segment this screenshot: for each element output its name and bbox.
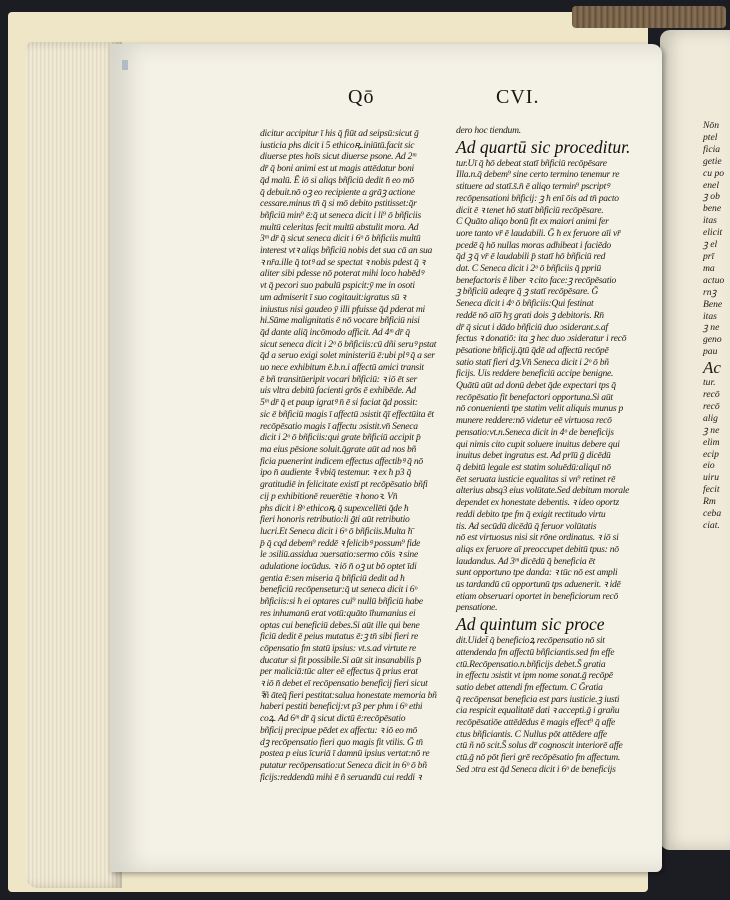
text-line: q̄d malū. Ē iō si aliqs bñficiū dedit n͂ eo mō xyxy=(260,174,414,186)
text-line: sic ē bñficiū magis ī affectū ɔsistit q̄ī effectūita ēt xyxy=(260,408,434,420)
article-heading-quintum: Ad quintum sic proce xyxy=(456,614,605,635)
text-line: iniustus nisi gaudeo ȳ illi pfuisse q̄d pderat mi xyxy=(260,303,425,315)
facing-text-line: Nōn xyxy=(703,120,719,131)
facing-text-line: ceba xyxy=(703,508,722,520)
text-line: in effectu ɔsistit vt ipm nome sonat.ḡ recōpē xyxy=(456,670,613,682)
article-body-quartum xyxy=(456,158,652,614)
facing-text-line: Bene xyxy=(703,298,723,310)
text-line: ꝛ nr̄a.ille q̄ totꝰ ad se spectat ꝛ nobis pdest q̄ ꝛ xyxy=(260,256,425,268)
facing-text-line: bene xyxy=(703,203,722,215)
text-line: dr̄ q̄ sicut i dādo bñficiū duo ɔsiderant.s.af xyxy=(456,321,608,333)
text-line: inuitus debet ingratus est. Ad prīū ḡ dicēdū xyxy=(456,450,611,462)
text-line: multū celeritas fecit multū abstulit mora. Ad xyxy=(260,221,419,233)
text-line: nō conuenienti tpe statim velit aliquis munus p xyxy=(456,403,624,415)
text-line: lucri.Et Seneca dicit i 6ᵒ ō bñficiis.Multa ħ̄ xyxy=(260,525,413,537)
text-line: beneficiū recōpensetur:q̄ ut seneca dicit i 6ᵒ xyxy=(260,584,417,596)
text-line: C Quāto aliqo bonū fit ex maiori animi fer xyxy=(456,216,609,228)
text-line: putatur recōpensatio:ut Seneca dicit in 6ᵒ ō bñ xyxy=(260,759,427,771)
facing-text-line: tur. xyxy=(703,377,716,389)
text-line: satio statī fieri dꝫ.Vn̄ Seneca dicit i 2ᵒ ō bñ xyxy=(456,356,609,368)
text-line: satio debet attendi fm effectum. C Ḡratia xyxy=(456,681,603,693)
text-line: per maliciā:tūc alter eē effectus q̄ prius erat xyxy=(260,666,418,678)
text-line: ctū.Recōpensatio.n.bñficijs debet.S̄ gratia xyxy=(456,658,606,670)
text-line: q̄d a seruo exigi solet ministeriū ē:ubi plꝰ q̄ a ser xyxy=(260,350,435,362)
text-line: dit.Uidet̄ q̄ beneficioꝝ recōpensatio nō sit xyxy=(456,635,605,647)
text-line: qui nimis cito cupit soluere inuitus debere qui xyxy=(456,438,620,450)
facing-lines-bottom xyxy=(703,377,726,532)
text-line: haberi pestiti beneficij:vt p3 per phm i 6ᵒ ethi xyxy=(260,701,423,713)
facing-text-line: cu po xyxy=(703,167,725,179)
text-line: etiam obseruari oportet in beneficiorum recō xyxy=(456,590,619,602)
binding-edge xyxy=(572,6,726,28)
text-line: Illa.n.q̄ debem⁹ sine certo termino tenemur re xyxy=(456,169,620,181)
text-line: sunt opportuno tpe danda: ꝛ tūc nō est ampli xyxy=(456,567,618,579)
text-line: benefactoris ē liber ꝛ cito face:ꝫ recōpēsatio xyxy=(456,274,617,286)
page-block-edges xyxy=(26,42,122,888)
facing-text-line: fecit xyxy=(703,484,720,496)
text-line: diuerse ptes hoīs sicut diuerse psone. Ad 2ᵐ xyxy=(260,151,416,163)
text-line: bñficiū min⁹ ē:q̄ ut seneca dicit i li⁹ ō bñficiis xyxy=(260,209,421,221)
facing-text-line: geno xyxy=(703,334,722,346)
text-line: dr̄ q̄ boni animi est ut magis attēdatur boni xyxy=(260,163,414,175)
facing-text-line: ma xyxy=(703,262,715,274)
facing-page-text xyxy=(703,120,726,690)
facing-text-line: getie xyxy=(703,155,722,167)
text-line: p̄ q̄ cqd debem⁹ reddē ꝛ felicibꝰ possum⁹ fide xyxy=(260,537,421,549)
facing-text-line: actuo xyxy=(703,274,725,286)
right-text-column xyxy=(456,125,652,775)
text-line: pēsatione bñficij.q̄tū q̄dē ad affectū recōpē xyxy=(456,344,609,356)
text-line: dicit ē ꝛ tenet hō statī bñficiū recōpēsare. xyxy=(456,204,604,216)
text-line: stituere ad statī.s̄.n̄ ē aliqo termin⁹ pscriptꝰ xyxy=(456,181,610,193)
text-line: dicitur accipitur ī his q̄ fiūt ad seipsū:sicut ḡ xyxy=(260,128,419,139)
facing-text-line: ꝫ ob xyxy=(703,191,720,203)
text-line: Seneca dicit i 4ᵒ ō bñficiis:Qui festinat xyxy=(456,298,594,310)
text-line: sicut seneca dicit i 2ᵒ ō bñficiis:cū dñi seruꝰ pstat xyxy=(260,338,437,350)
text-line: ctū ñ nō scit.S̄ solus dr̄ cognoscit interiorē affe xyxy=(456,740,623,752)
left-text-column xyxy=(260,128,456,783)
text-line: ꝛ̄ñ āteq̄ fieri pestitat:salua honestate memoria bñ xyxy=(260,689,437,701)
text-line: recōpensationi bñficij: ꝫ ħ enī ōis ad tn̄ pacto xyxy=(456,192,619,204)
text-line: gentia ē:sen miseria q̄ bñficiū dedit ad ħ xyxy=(260,572,405,584)
text-line: aliter sibi pdesse nō poterat mihi loco habēdꝰ xyxy=(260,268,424,280)
text-line: iusticia phs dicit i 5 ethicoꝶ.iniūtū.facit sic xyxy=(260,139,415,151)
running-head-left: Qō xyxy=(348,86,375,108)
text-line: ficijs. Uis reddere beneficiū accipe benigne. xyxy=(456,368,614,380)
folio-number: CVI. xyxy=(496,86,540,108)
text-line: phs dicit i 8ᵒ ethicoꝶ q̄ supexcellēti q̄de ħ xyxy=(260,502,409,514)
text-line: reddē nō aīo̅ ħʒ grati dois ꝫ debitoris. Rn̄ xyxy=(456,309,604,321)
facing-text-line: itas xyxy=(703,215,717,227)
text-line: ma eius pēsione soluit.q̄grate aūt ad nos bñ xyxy=(260,443,417,455)
facing-text-line: ꝫ ne xyxy=(703,424,720,436)
facing-text-line: recō xyxy=(703,389,720,401)
text-line: munere reddere:nō videtur eē virtuosa recō xyxy=(456,415,612,427)
facing-text-line: elicit xyxy=(703,227,723,239)
text-line: 5ᵐ dr̄ q̄ et paup igratꝰ n̄ ē si faciat q̄d possit: xyxy=(260,397,418,409)
text-line: recōpēsatio fit benefactori opportuna.Si aūt xyxy=(456,391,613,403)
facing-text-line: uiru xyxy=(703,472,719,484)
text-line: ēet seruata iusticie equalitas si vn⁹ retinet rē xyxy=(456,473,616,485)
text-line: cessare.minus tn̄ q̄ si mō debito pstitisset:q̄r xyxy=(260,198,417,210)
facing-text-line: Rm xyxy=(703,496,716,508)
text-line: attendenda fm affectū bñficiantis.sed fm effe xyxy=(456,646,615,658)
text-line: pensatione. xyxy=(456,602,498,614)
text-line: ꝛ iō n͂ debet eī recōpensatio beneficij fieri sicut xyxy=(260,678,428,690)
text-line: dat. C Seneca dicit i 2ᵒ ō bñficiis q̄ ppriū xyxy=(456,263,601,275)
text-line: ctus bñficiantis. C Nullus pōt attēdere affe xyxy=(456,728,607,740)
facing-text-line: rnꝫ xyxy=(703,286,717,298)
text-line: nō est virtuosus nisi sit rōne ordinatus. ꝛ iō si xyxy=(456,532,619,544)
text-line: uore tanto vr̄ ē laudabili. Ḡ ħ ex feruore aīi vr̄ xyxy=(456,227,621,239)
text-line: q̄ debitū legale est statim soluēdū:aliquī nō xyxy=(456,461,611,473)
text-line: q̄d dante aliq̄ incōmodo afficit. Ad 4ᵐ dr̄ q̄ xyxy=(260,326,410,338)
text-line: dꝫ recōpensatio fieri quo magis fit vtilis. Ḡ tn̄ xyxy=(260,736,423,748)
text-line: q̄d ꝫ q̄ vr̄ ē laudabili p̄ statī hō bñficiū red xyxy=(456,251,606,263)
text-line: coꝝ. Ad 6ᵐ dr̄ q̄ sicut dictū ē:recōpēsatio xyxy=(260,713,406,725)
text-line: Sed ɔtra est q̄d Seneca dicit i 6ᵒ de beneficijs xyxy=(456,763,616,775)
text-line: pcedē q̄ hō nullas moras adhibeat i faciēdo xyxy=(456,239,611,251)
facing-text-line: ꝫ ne xyxy=(703,322,720,334)
text-line: tur.Uī q̄ ħō debeat statī bñficiū recōpēsare xyxy=(456,157,607,169)
text-line: dependet ex honestate debentis. ꝛ ideo oportz xyxy=(456,497,620,509)
text-line: reddi debito tpe fm q̄ exigit rectitudo virtu xyxy=(456,508,606,520)
page-tab-marker xyxy=(122,60,128,70)
facing-text-line: pau xyxy=(703,346,718,358)
text-line: recōpēsatio magis ī affectu ɔsistit.vn̄ Seneca xyxy=(260,420,418,432)
text-line: tis. Ad secūdū dicēdū q̄ feruor volūtatis xyxy=(456,520,597,532)
text-line: postea p eius īcuriā ī damnū ipsius vertat:nō re xyxy=(260,748,430,760)
text-line: um admiserit ī suo cogitauit:igratus sū ꝛ xyxy=(260,291,406,303)
text-line: interest vtꝛ aliqs bñficiū nobis det sua cā an sua xyxy=(260,245,433,257)
text-line: aliqs ex feruore aī preoccupet debitū tpus: nō xyxy=(456,543,619,555)
facing-text-line: alig xyxy=(703,412,718,424)
text-line: gratitudiē in felicitate existī pt recōpēsatio bñfi xyxy=(260,479,428,491)
article-heading-quartum: Ad quartū sic proceditur. xyxy=(456,136,631,157)
lead-line: dero hoc tiendum. xyxy=(456,125,521,136)
text-line: ficiū dedit ē peius mutatus ē:ꝫ tn̄ sibi fieri re xyxy=(260,631,419,643)
facing-text-line: elim xyxy=(703,436,720,448)
facing-text-line: ecip xyxy=(703,448,719,460)
facing-text-line: prī xyxy=(703,250,715,262)
text-line: fectus ꝛ donatiō: ita ꝫ hec duo ɔsideratur i recō xyxy=(456,333,627,345)
text-line: cōpensatio fm statū ipsius: vt.s.ad virtute re xyxy=(260,642,417,654)
text-line: q̄ debuit.nō oꝫ eo recipiente a grāꝫ actione xyxy=(260,186,415,198)
facing-text-line: ꝫ el xyxy=(703,239,718,251)
facing-text-line: eio xyxy=(703,460,715,472)
facing-text-line: recō xyxy=(703,400,720,412)
text-line: bñficiis:si ħ ei optares cui⁹ nullū bñficiū habe xyxy=(260,596,423,608)
text-line: ducatur si fit possibile.Si aūt sit insanabilis p̄ xyxy=(260,654,421,666)
article-body-quintum xyxy=(456,635,652,775)
text-line: fieri honoris retributio:li ḡti aūt retributio xyxy=(260,514,410,526)
text-line: 3ᵐ dr̄ q̄ sicut seneca dicit i 6ᵒ ō bñficiis multū xyxy=(260,233,421,245)
text-line: ē bñ transitūeripit vocari bñficiū: ꝛ iō ēt ser xyxy=(260,373,417,385)
facing-text-line: enel xyxy=(703,179,719,191)
text-line: cij p exhibitionē reuerētie ꝛ honoꝛ. Vn̄ xyxy=(260,490,398,502)
text-line: uis vltra debitū facienti grōs ē exhibēde. Ad xyxy=(260,385,416,397)
text-line: adulatione iocūdus. ꝛ iō n͂ oꝫ ut bō optet īdi xyxy=(260,561,417,573)
text-line: le ɔsiliū.assidua ɔuersatio:sermo cōis ꝛ sine xyxy=(260,549,418,561)
text-line: pensatio:vt.n.Seneca dicit in 4ᵒ de beneficijs xyxy=(456,426,614,438)
text-line: uo nece exhibitum ē.b.n.i affectū amici transit xyxy=(260,362,424,374)
text-line: ficijs:reddendū mihi ē ñ seruandū cui reddi ꝛ xyxy=(260,771,422,783)
text-line: us tardandū cū opportunū tps aduenerit. ꝛ idē xyxy=(456,579,621,591)
text-line: q̄ recōpensat beneficia est pars iusticie.ꝫ iusti xyxy=(456,693,620,705)
facing-text-line: itas xyxy=(703,310,717,322)
text-line: ꝫ bñficiū adeqre q̄ ꝫ statī recōpēsare. Ḡ xyxy=(456,286,599,298)
text-line: res inhumanū erat votū:quāto īhumanius ei xyxy=(260,607,416,619)
text-line: Quātū aūt ad donū debet q̄de expectari tps q̄ xyxy=(456,380,616,392)
text-line: hi.Sūme malignitatis ē nō vocare bñficiū nisi xyxy=(260,315,420,327)
facing-text-line: ptel xyxy=(703,131,718,143)
text-line: vt q̄ pecori suo pabulū pspicit:ȳ me in osoti xyxy=(260,280,415,292)
text-line: ficia puenerint indicem effectus affectibꝰ q̄ nō xyxy=(260,455,423,467)
text-line: dicit i 2ᵒ ō bñficiis:qui grate bñficiū accipit p̄ xyxy=(260,432,421,444)
text-line: ipo n̄ audiente ꝛ̄ vbiq̄ testemur. ꝛ ex ħ p3 q̄ xyxy=(260,467,412,479)
text-line: alterius absq3 eius volūtate.Sed debitum morale xyxy=(456,485,630,497)
text-line: recōpēsatiōe attēdēdus ē magis effect⁹ q̄ affe xyxy=(456,717,616,729)
facing-text-line: ficia xyxy=(703,143,721,155)
facing-lines-top xyxy=(703,120,726,358)
text-line: laudandus. Ad 3ᵐ dicēdū q̄ beneficia ēt xyxy=(456,555,596,567)
facing-text-line: ciat. xyxy=(703,520,720,531)
facing-heading: Ac xyxy=(703,358,721,378)
text-line: ctū.ḡ nō pōt fieri grē recōpēsatio fm affectum. xyxy=(456,752,621,764)
text-line: cia respicit equalitatē dati ꝛ accepti.ḡ i grañu xyxy=(456,705,620,717)
text-line: bñficij precipue pēdet ex affectu: ꝛ iō eo mō xyxy=(260,724,418,736)
text-line: optas cui beneficiū debes.Si aūt ille qui bene xyxy=(260,619,420,631)
